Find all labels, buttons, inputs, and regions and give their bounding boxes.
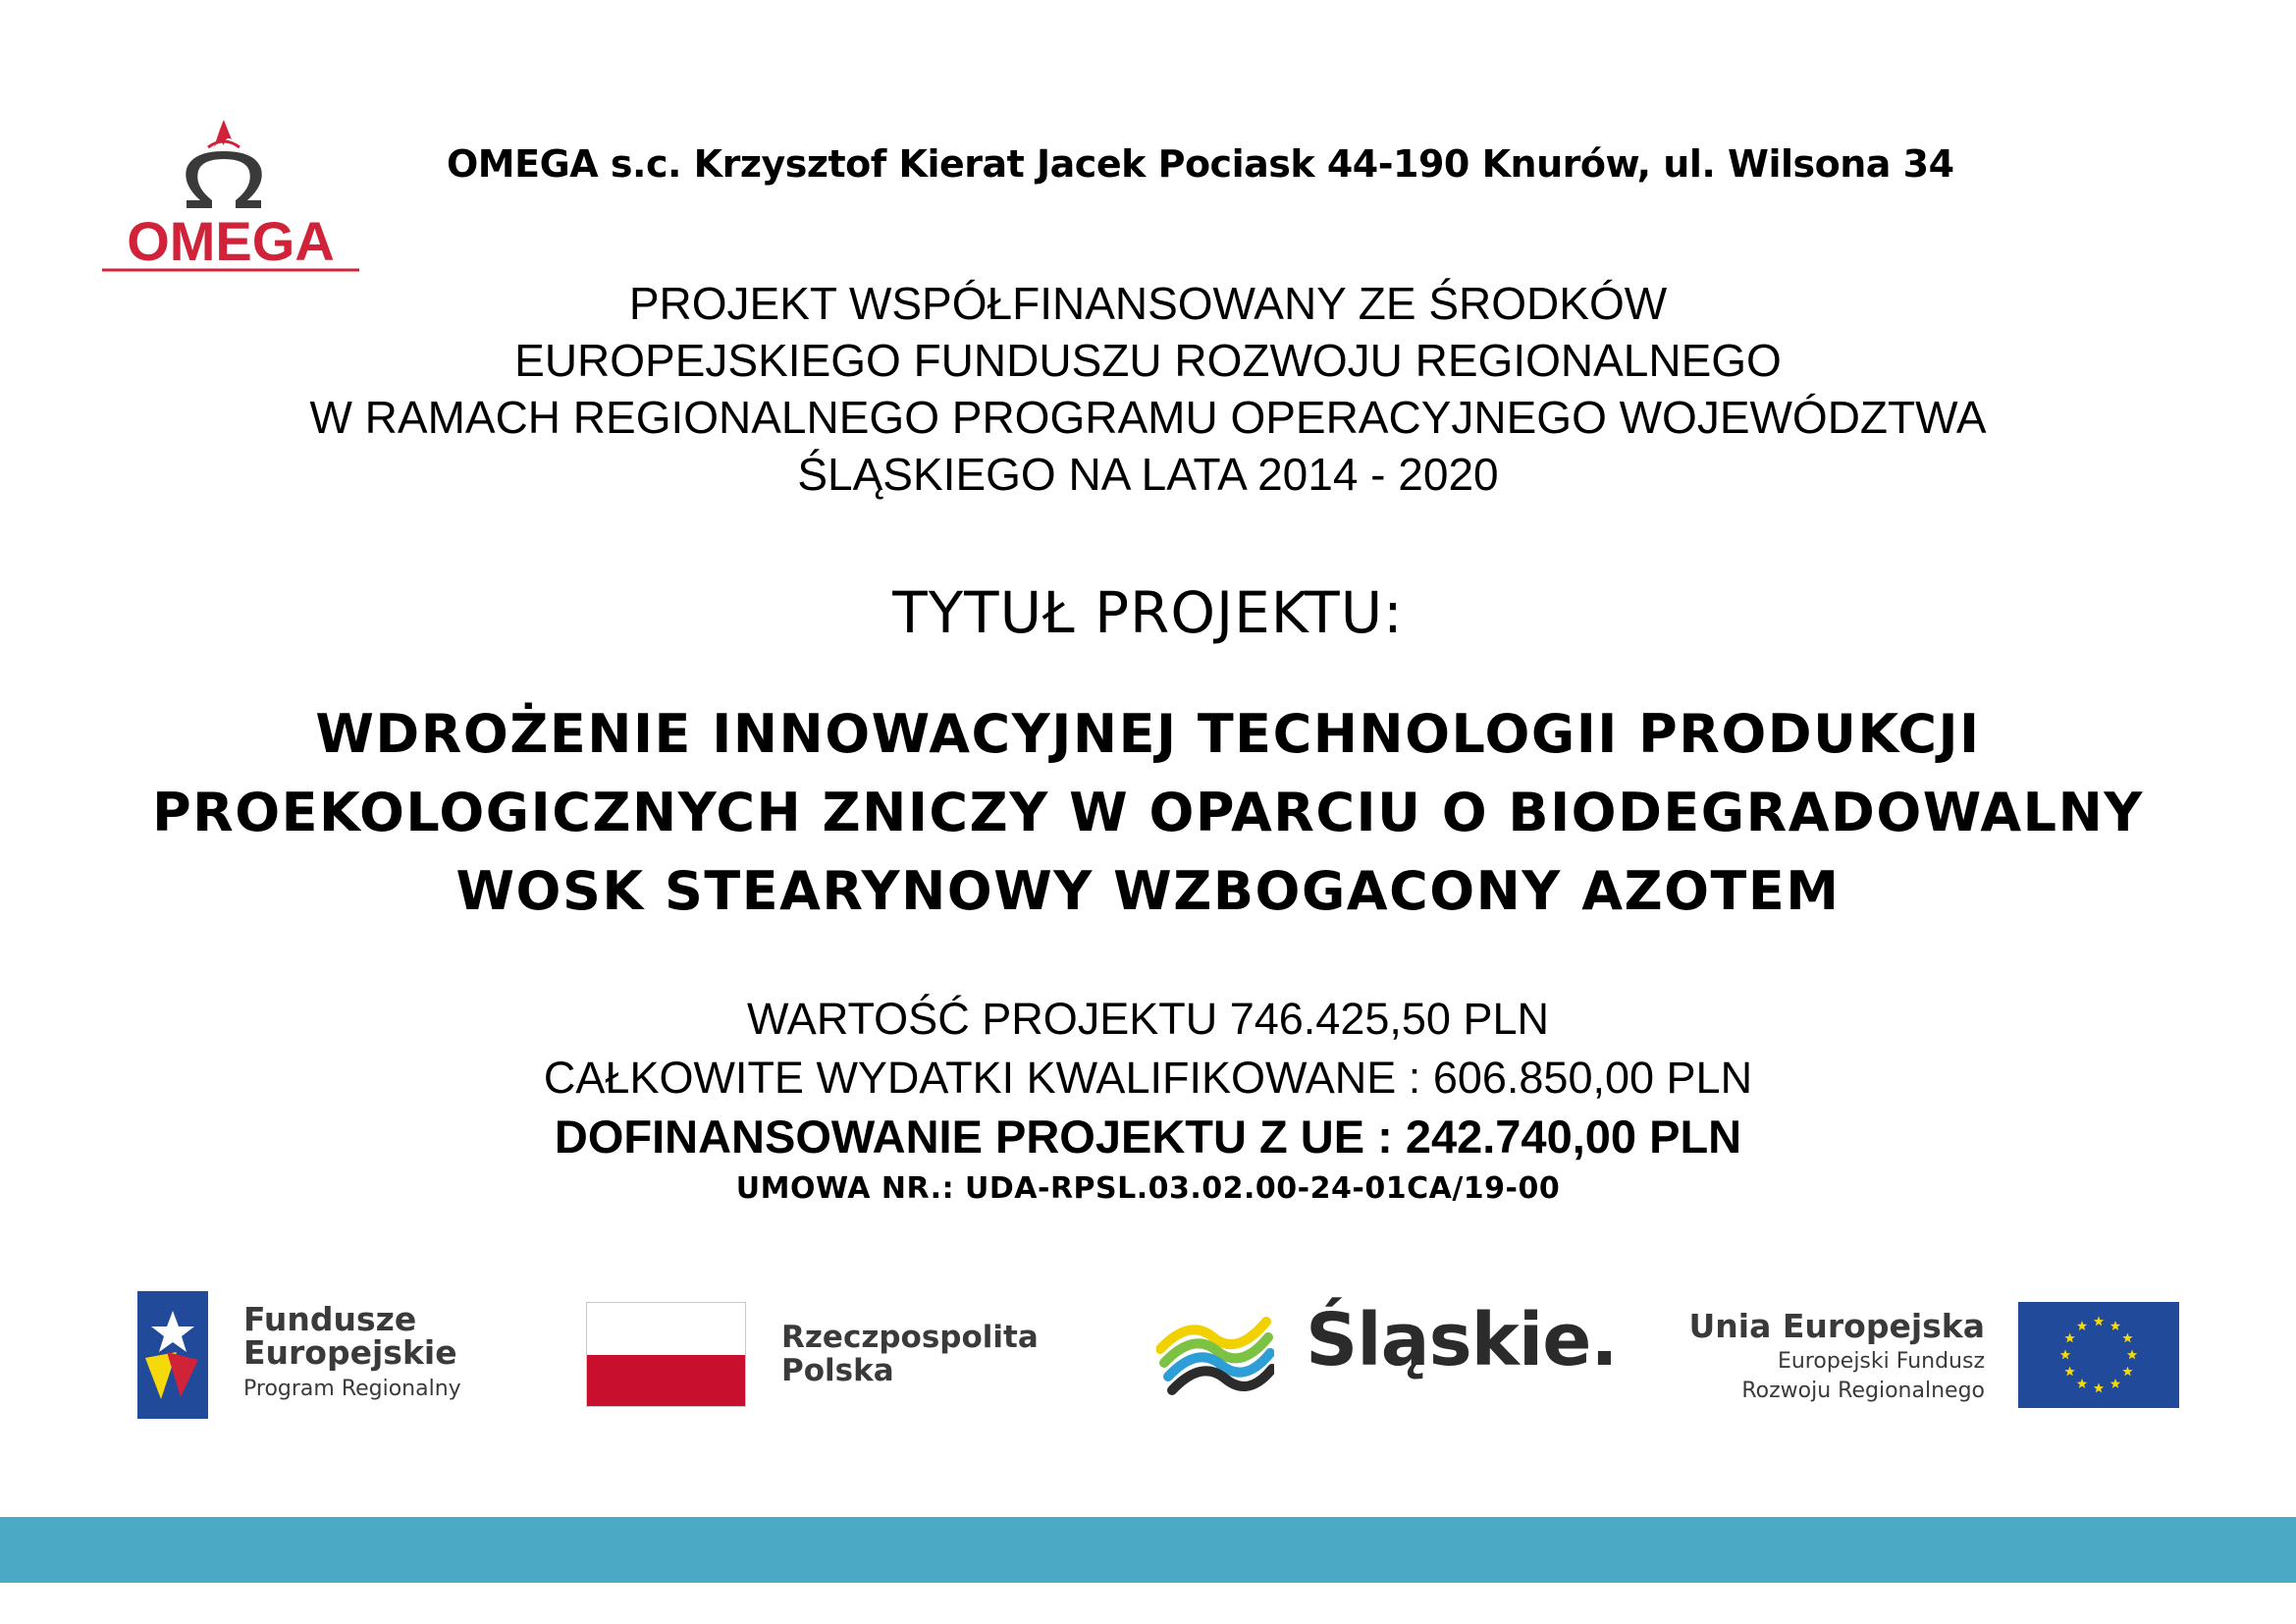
unia-europejska-text bbox=[1669, 1306, 1985, 1406]
funding-line: W RAMACH REGIONALNEGO PROGRAMU OPERACYJNEGO WOJEWÓDZTWA bbox=[309, 392, 1987, 443]
project-title-line: WDROŻENIE INNOWACYJNEJ TECHNOLOGII PRODUKCJI bbox=[315, 703, 1981, 765]
slaskie-text: Śląskie. bbox=[1306, 1298, 1618, 1382]
fe-line: Program Regionalny bbox=[243, 1377, 461, 1401]
pl-line: Polska bbox=[781, 1353, 894, 1388]
polish-flag-icon bbox=[586, 1302, 746, 1407]
project-values bbox=[0, 990, 2296, 1166]
fe-line: Europejskie bbox=[243, 1333, 457, 1372]
pl-line: Rzeczpospolita bbox=[781, 1320, 1039, 1355]
eligible-costs: CAŁKOWITE WYDATKI KWALIFIKOWANE : 606.850,00 PLN bbox=[543, 1053, 1753, 1103]
project-title-heading: TYTUŁ PROJEKTU: bbox=[892, 579, 1404, 646]
ue-line: Rozwoju Regionalnego bbox=[1741, 1379, 1985, 1403]
project-title bbox=[0, 695, 2296, 931]
agreement-number: UMOWA NR.: UDA-RPSL.03.02.00-24-01CA/19-00 bbox=[735, 1171, 1561, 1206]
omega-logo-text: OMEGA bbox=[127, 210, 335, 272]
ue-line: Unia Europejska bbox=[1688, 1307, 1985, 1345]
eu-flag-icon bbox=[2018, 1302, 2179, 1408]
project-title-line: PROEKOLOGICZNYCH ZNICZY W OPARCIU O BIODEGRADOWALNY bbox=[152, 782, 2144, 843]
funding-line: ŚLĄSKIEGO NA LATA 2014 - 2020 bbox=[797, 449, 1499, 500]
eu-funding: DOFINANSOWANIE PROJEKTU Z UE : 242.740,00 PLN bbox=[554, 1110, 1742, 1163]
company-address-line: OMEGA s.c. Krzysztof Kierat Jacek Pociask 44-190 Knurów, ul. Wilsona 34 bbox=[447, 142, 1954, 186]
funding-statement bbox=[0, 275, 2296, 503]
funding-line: EUROPEJSKIEGO FUNDUSZU ROZWOJU REGIONALNEGO bbox=[514, 335, 1782, 386]
fundusze-europejskie-icon bbox=[137, 1281, 245, 1419]
project-title-line: WOSK STEARYNOWY WZBOGACONY AZOTEM bbox=[455, 860, 1841, 922]
footer-band bbox=[0, 1517, 2296, 1583]
omega-logo bbox=[98, 118, 363, 280]
funding-line: PROJEKT WSPÓŁFINANSOWANY ZE ŚRODKÓW bbox=[628, 278, 1668, 329]
project-value: WARTOŚĆ PROJEKTU 746.425,50 PLN bbox=[747, 994, 1549, 1044]
ue-line: Europejski Fundusz bbox=[1777, 1349, 1985, 1374]
fe-line: Fundusze bbox=[243, 1300, 417, 1338]
fundusze-europejskie-text bbox=[243, 1300, 461, 1409]
rzeczpospolita-polska-text bbox=[781, 1321, 1039, 1387]
slaskie-wave-icon bbox=[1156, 1298, 1274, 1406]
